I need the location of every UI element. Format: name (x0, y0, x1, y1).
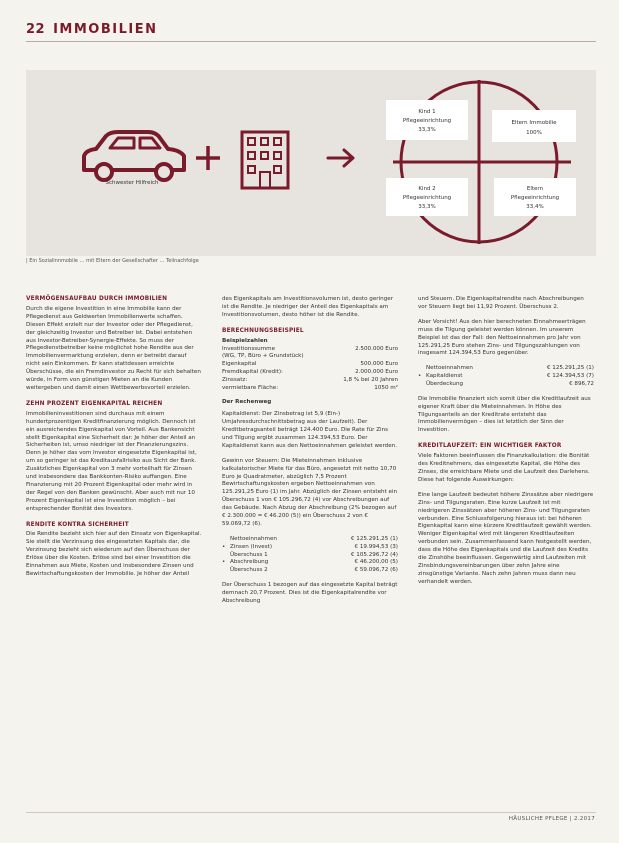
paragraph: Gewinn vor Steuern: Die Mieteinnahmen inklusive kalkulatorischer Miete für das Büro, angesetzt mit netto 10,70 Euro je Quadratmeter, abzüglich 7,5 Prozent Bewirtschaftungskosten ergeben Nettoeinnahmen von 125.291,25 Euro (1) im Jahr. Abzüglich der Zinsen entsteht ein Überschuss 1 von € 105.296,72 (4) vor Abschreibungen auf das Gebäude. Nach Abzug der Abschreibung (2% bezogen auf € 2.300.000 = € 46.200 (5)) ein Überschuss 2 von € 59.069,72 (6). (222, 457, 398, 527)
calculation-table (222, 536, 398, 575)
quadrant-2-value: 100% (526, 130, 542, 136)
heading-berechnungsbeispiel: BERECHNUNGSBEISPIEL (222, 327, 304, 334)
quadrant-box-2 (492, 110, 576, 142)
table-row (222, 552, 398, 560)
table-cell-value: 2.000.000 Euro (355, 368, 398, 375)
table-row (222, 385, 398, 393)
table-row (222, 361, 398, 369)
subheading-beispielzahlen: Beispielzahlen (222, 337, 268, 344)
table-cell-label: Nettoeinnahmen (426, 365, 473, 372)
building-icon (242, 132, 288, 188)
coverage-table (418, 365, 594, 388)
column-3 (418, 296, 594, 594)
quadrant-4-line2: Pflegeeinrichtung (510, 195, 560, 201)
table-cell-label: Überdeckung (426, 380, 464, 387)
quadrant-3-title: Kind 2 (418, 186, 436, 192)
table-cell-bullet (222, 536, 230, 544)
paragraph: Viele Faktoren beeinflussen die Finanzkalkulation: die Bonität des Kreditnehmers, das eingesetzte Kapital, die Höhe des Zinses, die erreichbare Miete und die Laufzeit des Darlehens. Diese hat folgende Auswirkungen: (418, 453, 590, 483)
table-cell-bullet: • (418, 373, 422, 380)
table-cell-label: Fremdkapital (Kredit): (222, 368, 283, 375)
car-icon (84, 132, 184, 180)
column-1 (26, 296, 202, 586)
table-cell-label: Abschreibung (230, 559, 269, 566)
subheading-rechenweg: Der Rechenweg (222, 399, 272, 406)
paragraph: Eine lange Laufzeit bedeutet höhere Zinssätze aber niedrigere Zins- und Tilgungsraten. Eine kurze Laufzeit ist mit niedrigeren Zinssätzen aber höheren Zins- und Tilgungsraten verbunden. Eine Schlussfolgerung hieraus ist: bei höheren Eigenkapital kann eine kürzere Kreditlaufzeit gewählt werden. Weniger Eigenkapital wird mit längeren Kreditlaufzeiten verbunden sein. Zusammenfassend kann festgestellt werden, dass die Höhe des Eigenkapitals und die Laufzeit des Kredits die Zinshöhe beeinflussen. Gegenwärtig sind Laufzeiten mit Zinsbindungsvereinbarungen über zehn Jahre eine zinsgünstige Variante. Nach zehn Jahren muss dann neu verhandelt werden. (418, 491, 594, 585)
table-row (222, 353, 398, 361)
page-footer: HÄUSLICHE PFLEGE | 2.2017 (508, 816, 595, 822)
table-cell-label: Nettoeinnahmen (230, 535, 277, 542)
heading-rendite: RENDITE KONTRA SICHERHEIT (26, 521, 129, 528)
heading-kreditlaufzeit: KREDITLAUFZEIT: EIN WICHTIGER FAKTOR (418, 443, 562, 450)
paragraph: Aber Vorsicht! Aus den hier berechneten Einnahmeerträgen muss die Tilgung geleistet werden können. Im unserem Beispiel ist das der Fall: den Nettoeinnahmen pro Jahr von 125.291,25 Euro stehen Zins- und Tilgungszahlungen von insgesamt 124.394,53 Euro gegenüber. (418, 318, 586, 357)
quadrant-4-value: 33,4% (526, 204, 544, 210)
table-cell-label: Eigenkapital (222, 361, 257, 368)
table-cell-value: 1,8 % bei 20 Jahren (343, 376, 398, 383)
table-cell-label: Überschuss 1 (230, 551, 268, 558)
table-row (418, 365, 594, 373)
quadrant-1-value: 33,3% (418, 127, 436, 133)
paragraph: Durch die eigene Investition in eine Immobilie kann der Pflegedienst aus Geldwerten Immobilienwerte schaffen. Diesen Effekt erzielt nur der Investor oder der Pflegedienst, der gleichzeitig Investor und Betreiber ist. Dabei entstehen aus Investor-Betreiber-Synergie-Effekte. So muss der Pflegedienstbetreiber keine möglichst hohe Rendite aus der Immobilienvermarktung erzielen, denn er betreibt darauf nicht sein Einkommen. Er kann stattdessen erreichte Überschüsse, die ein Fremdinvestor zu Recht für sich behalten würde, in Form von günstigen Mieten an die Kunden weitergeben und damit einen Wettbewerbsvorteil erzielen. (26, 305, 201, 391)
table-row (222, 536, 398, 544)
table-cell-bullet: • (222, 559, 226, 566)
table-cell-label: Investitionssumme (222, 345, 276, 352)
table-cell-label: Überschuss 2 (230, 567, 268, 574)
quadrant-box-1 (386, 100, 468, 140)
plus-icon (196, 146, 220, 170)
table-cell-value: € 125.291,25 (1) (546, 365, 594, 372)
quadrant-4-title: Eltern (526, 186, 544, 192)
table-cell-label: (WG, TP, Büro + Grundstück) (222, 353, 304, 360)
column-2 (222, 296, 398, 613)
section-title: IMMOBILIEN (53, 22, 158, 37)
table-row (222, 346, 398, 354)
paragraph: Die Rendite bezieht sich hier auf den Einsatz von Eigenkapital. Sie stellt die Verzinsung des eingesetzten Kapitals dar, die Verzinsung bezieht sich wiederum auf den Überschuss der Erlöse über die Kosten. Erlöse sind bei einer Investition die Einnahmen aus Miete, Kosten und insbesondere Zinsen und Bewirtschaftungskosten der Immobilie. Je höher der Anteil (26, 531, 202, 577)
table-row (222, 559, 398, 567)
table-cell-bullet (222, 552, 230, 560)
table-cell-label: vermietbare Fläche: (222, 384, 279, 391)
table-cell-label: Zinsen (Invest) (230, 543, 273, 550)
paragraph: und Steuern. Die Eigenkapitalrendite nach Abschreibungen vor Steuern liegt bei 11,92 Prozent. Überschuss 2. (418, 296, 584, 310)
quadrant-3-line2: Pflegeeinrichtung (402, 195, 452, 201)
header-rule (26, 41, 596, 42)
table-cell-bullet: • (222, 543, 226, 550)
table-cell-value (327, 353, 398, 361)
paragraph: Kapitaldienst: Der Zinsbetrag ist 5,9 (Ein-) Umjahresdurchschnittsbetrag aus der Laufzeit). Der Kreditbetragsanteil beträgt 124.400 Euro. Die Rate für Zins und Tilgung ergibt zusammen 124.394,53 Euro. Der Kapitaldienst kann aus den Nettoeinnahmen geleistet werden. (222, 411, 397, 449)
paragraph: Der Überschuss 1 bezogen auf das eingesetzte Kapital beträgt demnach 20,7 Prozent. Dies ist die Eigenkapitalrendite vor Abschreibung (222, 581, 398, 604)
quadrant-1-line2: Pflegeeinrichtung (402, 118, 452, 124)
table-cell-value: 500.000 Euro (360, 361, 398, 368)
table-row (418, 381, 594, 389)
quadrant-box-3 (386, 178, 468, 216)
table-cell-bullet (418, 365, 426, 373)
heading-vermoegensaufbau: VERMÖGENSAUFBAU DURCH IMMOBILIEN (26, 296, 168, 302)
table-cell-value: € 46.200,00 (5) (354, 559, 398, 566)
table-row (222, 377, 398, 385)
table-row (222, 369, 398, 377)
car-label: Schwester Hilfreich (105, 180, 159, 186)
illustration (26, 70, 596, 256)
table-row (222, 544, 398, 552)
table-cell-value: € 105.296,72 (4) (350, 551, 398, 558)
paragraph: Immobilieninvestitionen sind durchaus mit einem hundertprozentigen Kreditfinanzierung möglich. Dennoch ist ein ausreichendes Eigenkapital von Vorteil. Aus Bankensicht stellt Eigenkapital eine Sicherheit dar: Je höher der Anteil an Sicherheiten ist, umso niedriger ist der Finanzierungszins. Denn je höher das vom Investor eingesetzte Eigenkapital ist, um so geringer ist das Kreditausfallrisiko aus Sicht der Bank. Zusätzliches Eigenkapital von 3 mehr vorteilhaft für Zinsen und insbesondere das Bankkonten-Risiko auffangen. Eine Finanzierung mit 20 Prozent Eigenkapital oder mehr wird in der Regel von den Banken gewünscht. Aber auch mit nur 10 Prozent Eigenkapital ist eine Investition möglich – bei entsprechender Bonität des Investors. (26, 410, 197, 512)
paragraph: des Eigenkapitals am Investitionsvolumen ist, desto geringer ist die Rendite. Je niedriger der Anteil des Eigenkapitals am Investitionsvolumen, desto höher ist die Rendite. (222, 296, 393, 318)
quadrant-2-title: Eltern Immobilie (511, 120, 557, 126)
table-cell-value: 2.500.000 Euro (355, 345, 398, 352)
illustration-graphic (26, 70, 596, 256)
arrow-icon (328, 150, 353, 166)
page-header (26, 22, 157, 37)
example-figures-table (222, 346, 398, 393)
table-cell-value: € 125.291,25 (1) (350, 535, 398, 542)
paragraph: Die Immobilie finanziert sich somit über die Kreditlaufzeit aus eigener Kraft über die Mieteinnahmen. In Höhe des Tilgungsanteils an der Kreditrate entsteht das Immobilienvermögen – dies ist letztlich der Sinn der Investition. (418, 395, 591, 434)
figure-caption: | Ein Sozialinnmobile … mit Eltern der Gesellschafter … Teilnachfolge (26, 258, 199, 264)
page-number: 22 (26, 22, 46, 37)
table-cell-value: € 896,72 (569, 380, 594, 387)
quadrant-3-value: 33,3% (418, 204, 436, 210)
quadrant-1-title: Kind 1 (418, 109, 436, 115)
footer-rule (26, 812, 596, 813)
quadrant-box-4 (494, 178, 576, 216)
table-cell-bullet (222, 567, 230, 575)
heading-eigenkapital: ZEHN PROZENT EIGENKAPITAL REICHEN (26, 400, 163, 407)
table-cell-label: Kapitaldienst (426, 373, 463, 380)
table-row (222, 567, 398, 575)
table-row (418, 373, 594, 381)
table-cell-bullet (418, 381, 426, 389)
table-cell-label: Zinssatz: (222, 376, 248, 383)
table-cell-value: € 59.096,72 (6) (354, 567, 398, 574)
table-cell-value: 1050 m² (374, 384, 398, 391)
table-cell-value: € 19.994,53 (3) (354, 543, 398, 550)
table-cell-value: € 124.394,53 (7) (546, 373, 594, 380)
